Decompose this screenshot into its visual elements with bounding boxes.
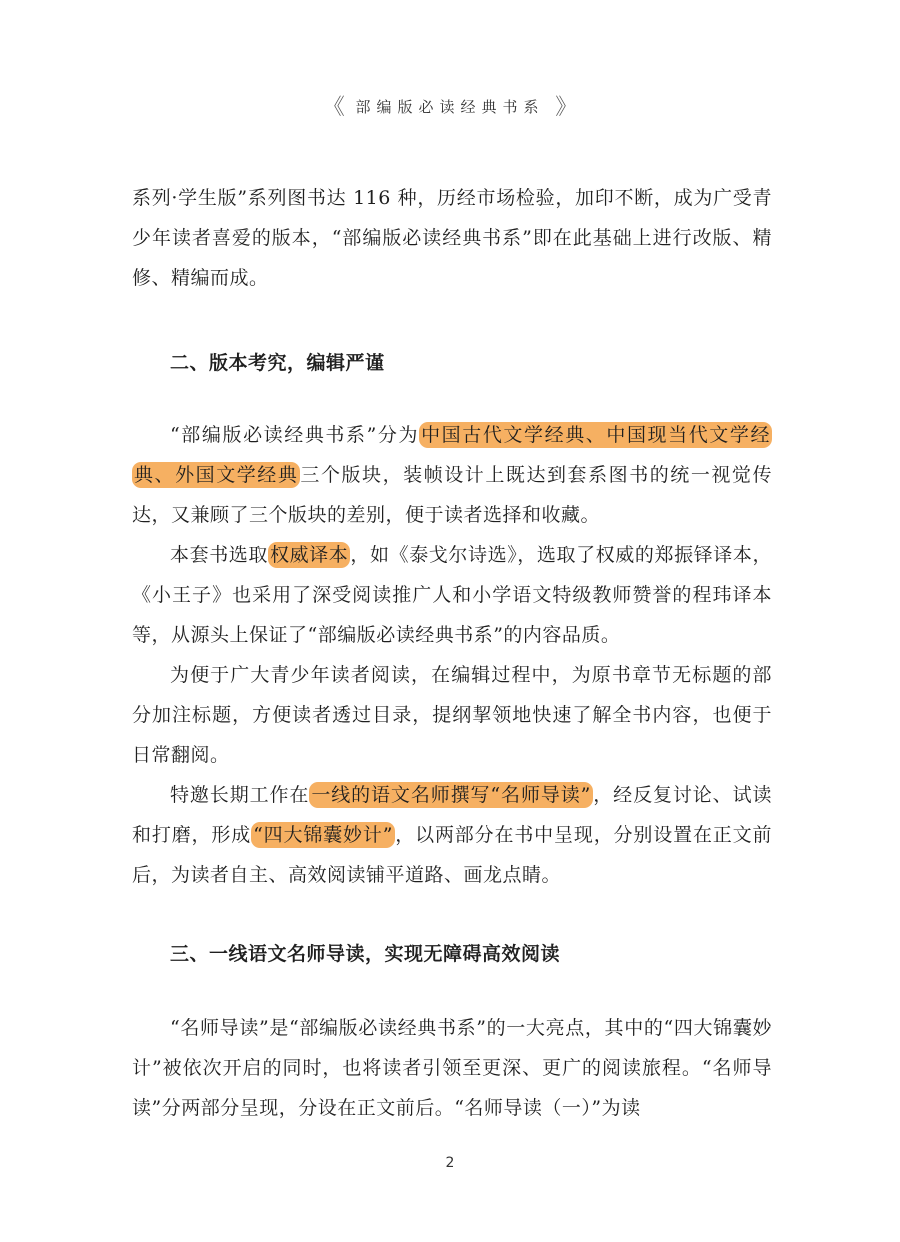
paragraph-continuation: 系列·学生版”系列图书达 116 种，历经市场检验，加印不断，成为广受青少年读者喜爱的版本，“部编版必读经典书系”即在此基础上进行改版、精修、精编而成。 <box>132 187 772 289</box>
running-header <box>0 90 900 121</box>
paragraph-text: ，如《泰戈尔诗选》，选取了权威的郑振铎译本，《小王子》也采用了深受阅读推广人和小学语文特级教师赞誉的程玮译本等，从源头上保证了“部编版必读经典书系”的内容品质。 <box>132 544 772 646</box>
paragraph-text: ，经反复讨论、试读和打磨，形成 <box>132 784 772 846</box>
paragraph-sections <box>132 415 772 535</box>
page-body <box>132 178 772 1128</box>
paragraph-editing: 为便于广大青少年读者阅读，在编辑过程中，为原书章节无标题的部分加注标题，方便读者透过目录，提纲挈领地快速了解全书内容，也便于日常翻阅。 <box>132 664 772 766</box>
paragraph-text: ，以两部分在书中呈现，分别设置在正文前后，为读者自主、高效阅读铺平道路、画龙点睛。 <box>132 824 772 886</box>
paragraph-teachers <box>132 775 772 895</box>
highlighted-text: 中国古代文学经典、中国现当代文学经典、外国文学经典 <box>134 424 770 486</box>
highlighted-text: 权威译本 <box>270 544 349 566</box>
paragraph-text: 特邀长期工作在 <box>170 784 310 806</box>
highlighted-text: 一线的语文名师撰写“名师导读” <box>311 784 591 806</box>
section-heading-3: 三、一线语文名师导读，实现无障碍高效阅读 <box>170 943 561 965</box>
page-number: 2 <box>445 1155 455 1171</box>
section-heading-2: 二、版本考究，编辑严谨 <box>170 352 385 374</box>
header-title: 部编版必读经典书系 <box>355 98 545 116</box>
highlighted-text: “四大锦囊妙计” <box>253 824 393 846</box>
paragraph-text: “部编版必读经典书系”分为 <box>170 424 420 446</box>
paragraph-translations <box>132 535 772 655</box>
header-left-bracket: 《 <box>322 95 345 120</box>
paragraph-guide: “名师导读”是“部编版必读经典书系”的一大亮点，其中的“四大锦囊妙计”被依次开启的同时，也将读者引领至更深、更广的阅读旅程。“名师导读”分两部分呈现，分设在正文前后。“名师导读（一）”为读 <box>132 1017 772 1119</box>
paragraph-text: 本套书选取 <box>170 544 268 566</box>
header-right-bracket: 》 <box>555 95 578 120</box>
paragraph-text: 三个版块，装帧设计上既达到套系图书的统一视觉传达，又兼顾了三个版块的差别，便于读者选择和收藏。 <box>132 464 772 526</box>
